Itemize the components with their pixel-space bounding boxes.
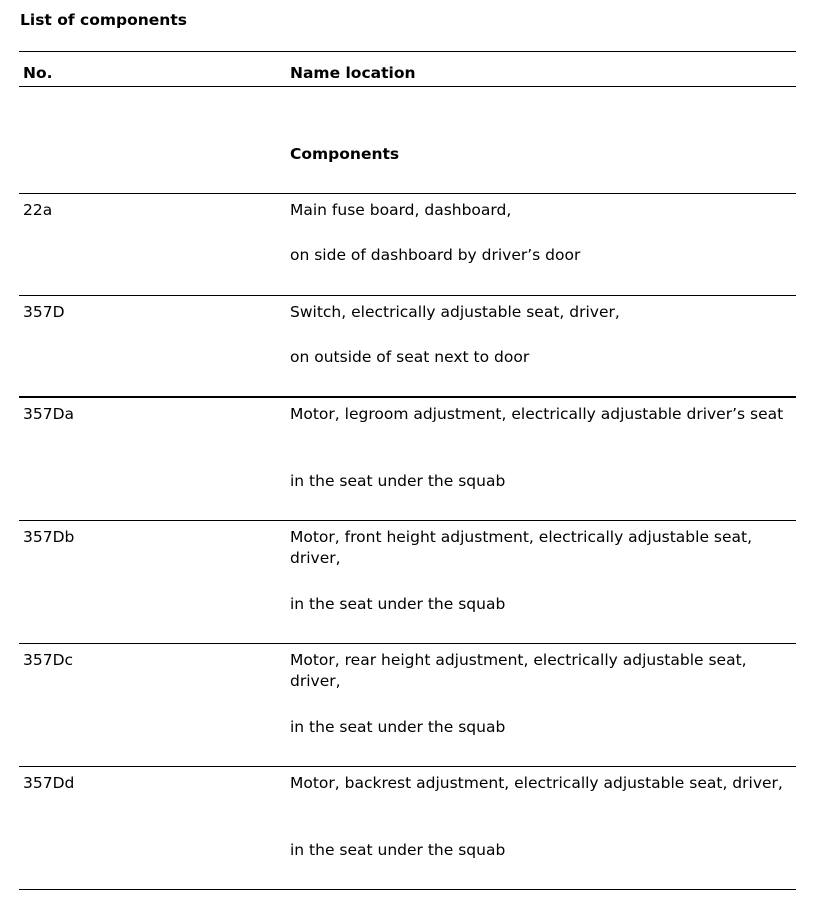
component-number: 357Da xyxy=(23,405,75,423)
component-name: Motor, legroom adjustment, electrically adjustable driver’s seat xyxy=(290,405,784,423)
component-location: on side of dashboard by driver’s door xyxy=(290,246,581,264)
table-row xyxy=(19,398,796,521)
components-table xyxy=(19,51,796,890)
table-row xyxy=(19,296,796,398)
component-number: 357D xyxy=(23,303,65,321)
component-name: Main fuse board, dashboard, xyxy=(290,201,512,219)
component-name: Motor, rear height adjustment, electrically adjustable seat, driver, xyxy=(290,651,747,690)
section-label: Components xyxy=(290,145,400,163)
table-row xyxy=(19,521,796,644)
table-row xyxy=(19,644,796,767)
component-number: 357Dc xyxy=(23,651,74,669)
component-location: in the seat under the squab xyxy=(290,595,506,613)
header-no: No. xyxy=(23,64,53,82)
component-number: 22a xyxy=(23,201,53,219)
component-name: Switch, electrically adjustable seat, driver, xyxy=(290,303,620,321)
component-location: in the seat under the squab xyxy=(290,718,506,736)
table-row xyxy=(19,767,796,890)
component-name: Motor, backrest adjustment, electrically adjustable seat, driver, xyxy=(290,774,783,792)
component-name: Motor, front height adjustment, electrically adjustable seat, driver, xyxy=(290,528,753,567)
table-header-row xyxy=(19,51,796,87)
table-row xyxy=(19,194,796,296)
component-location: in the seat under the squab xyxy=(290,472,506,490)
component-number: 357Dd xyxy=(23,774,75,792)
header-name-location: Name location xyxy=(290,64,416,82)
component-number: 357Db xyxy=(23,528,75,546)
page-title: List of components xyxy=(20,11,187,29)
component-location: in the seat under the squab xyxy=(290,841,506,859)
section-row-components xyxy=(19,87,796,194)
component-location: on outside of seat next to door xyxy=(290,348,530,366)
